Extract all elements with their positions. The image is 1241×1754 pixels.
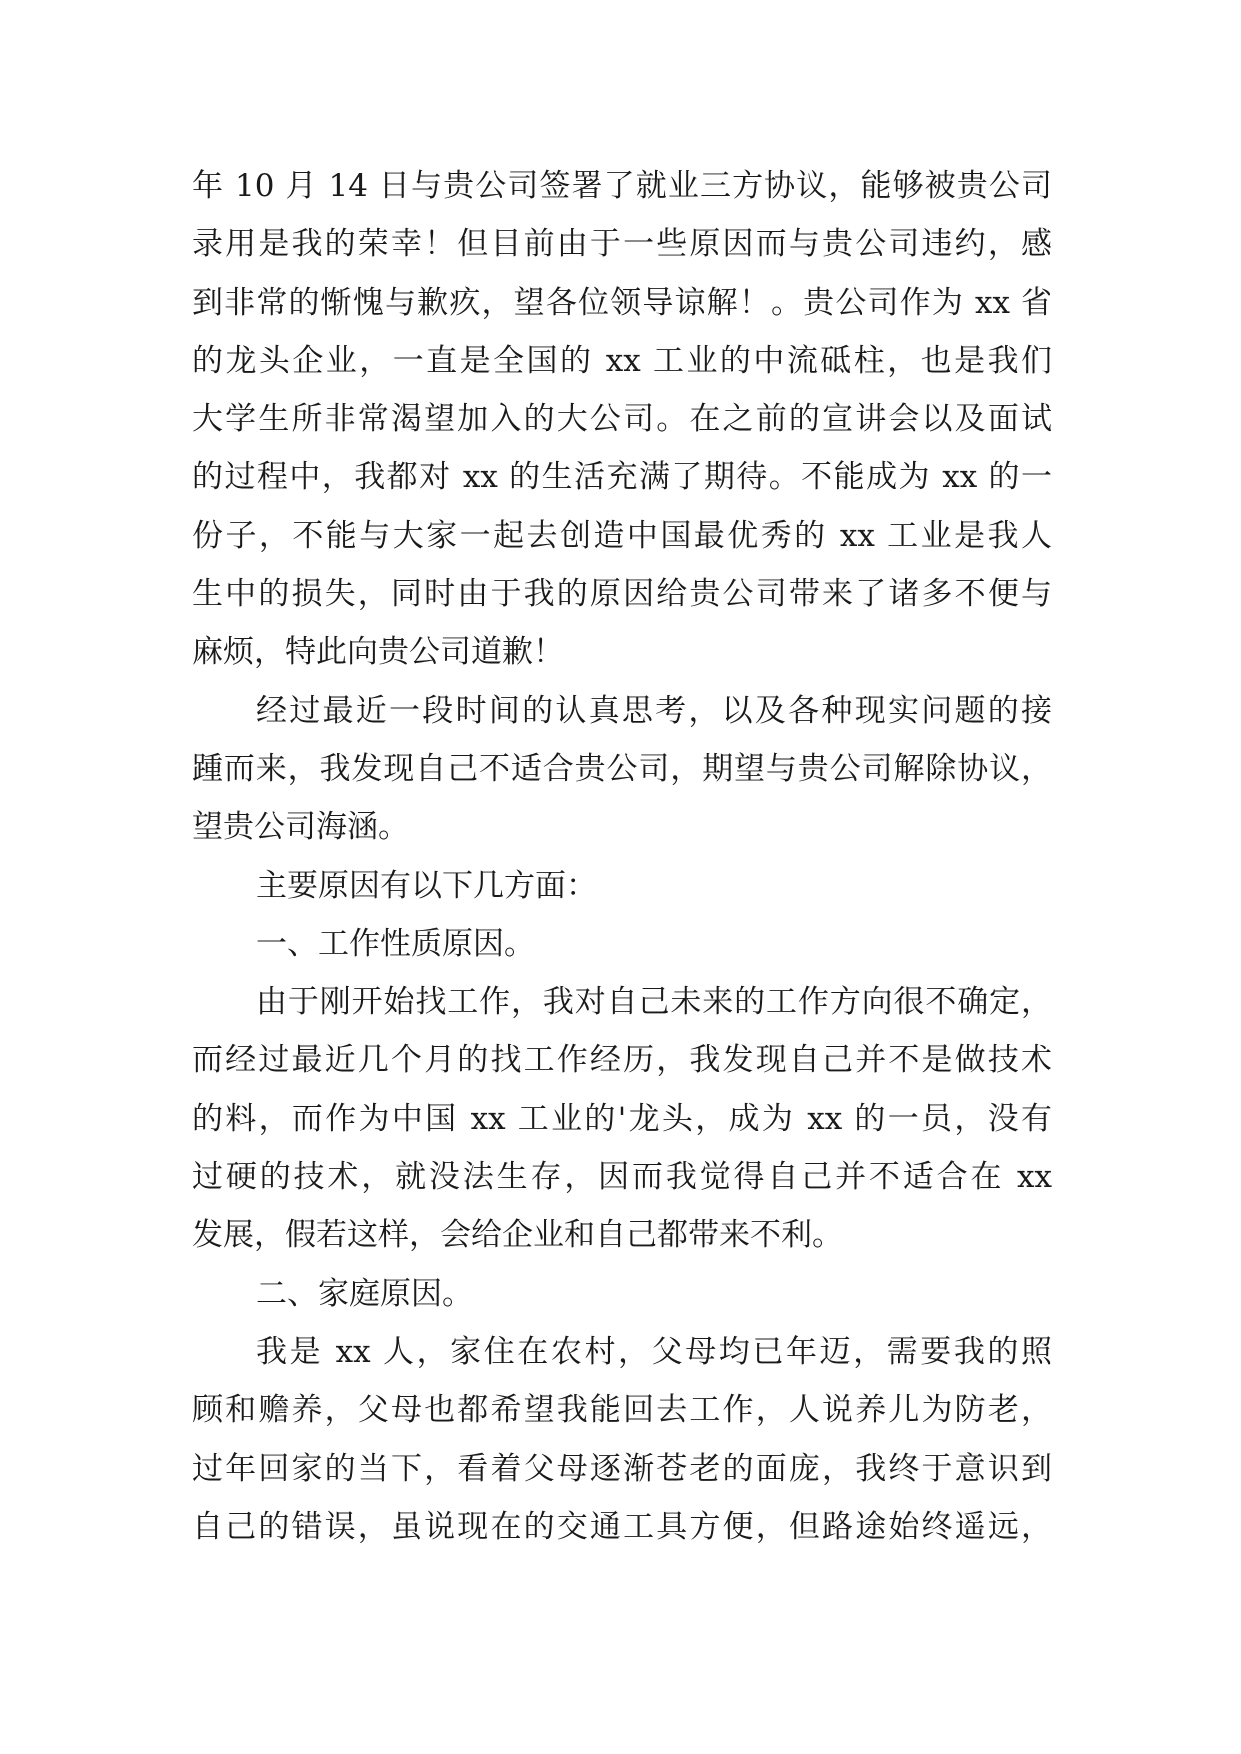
text-line: 到非常的惭愧与歉疚，望各位领导谅解！。贵公司作为 xx 省 — [192, 284, 1052, 321]
text-line: 由于刚开始找工作，我对自己未来的工作方向很不确定， — [256, 984, 1052, 1021]
text-line: 的料，而作为中国 xx 工业的'龙头，成为 xx 的一员，没有 — [192, 1100, 1052, 1137]
text-line: 生中的损失，同时由于我的原因给贵公司带来了诸多不便与 — [192, 576, 1052, 613]
text-line: 经过最近一段时间的认真思考，以及各种现实问题的接 — [256, 692, 1052, 729]
text-line: 踵而来，我发现自己不适合贵公司，期望与贵公司解除协议， — [192, 750, 1052, 787]
text-line: 年 10 月 14 日与贵公司签署了就业三方协议，能够被贵公司 — [192, 168, 1052, 204]
text-line: 录用是我的荣幸！但目前由于一些原因而与贵公司违约，感 — [192, 226, 1052, 263]
text-line: 的龙头企业，一直是全国的 xx 工业的中流砥柱，也是我们 — [192, 342, 1052, 379]
text-line: 过硬的技术，就没法生存，因而我觉得自己并不适合在 xx — [192, 1159, 1052, 1196]
text-line: 的过程中，我都对 xx 的生活充满了期待。不能成为 xx 的一 — [192, 459, 1052, 496]
text-line: 自己的错误，虽说现在的交通工具方便，但路途始终遥远， — [192, 1508, 1052, 1545]
text-line: 望贵公司海涵。 — [192, 809, 409, 846]
text-line: 而经过最近几个月的找工作经历，我发现自己并不是做技术 — [192, 1042, 1052, 1079]
section-heading: 一、工作性质原因。 — [256, 925, 535, 962]
text-line: 我是 xx 人，家住在农村，父母均已年迈，需要我的照 — [256, 1333, 1052, 1370]
text-line: 发展，假若这样，会给企业和自己都带来不利。 — [192, 1217, 843, 1254]
document-body — [192, 157, 1052, 1556]
text-line: 大学生所非常渴望加入的大公司。在之前的宣讲会以及面试 — [192, 401, 1052, 438]
section-heading: 二、家庭原因。 — [256, 1275, 473, 1312]
text-line: 主要原因有以下几方面： — [256, 867, 597, 904]
text-line: 麻烦，特此向贵公司道歉！ — [192, 634, 564, 671]
text-line: 过年回家的当下，看着父母逐渐苍老的面庞，我终于意识到 — [192, 1450, 1052, 1487]
text-line: 份子，不能与大家一起去创造中国最优秀的 xx 工业是我人 — [192, 517, 1052, 554]
text-line: 顾和赡养，父母也都希望我能回去工作，人说养儿为防老， — [192, 1392, 1052, 1429]
